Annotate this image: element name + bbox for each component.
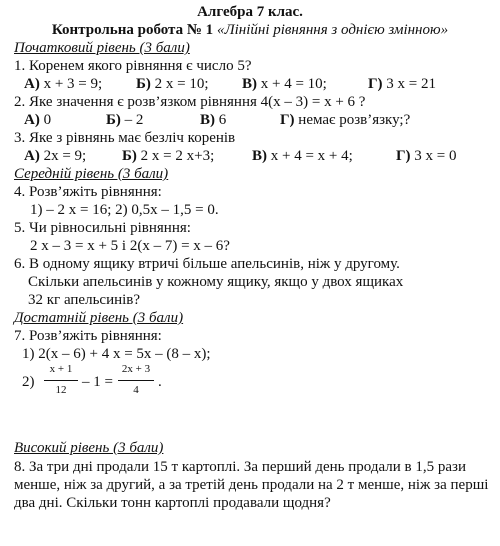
level4-heading: Високий рівень (3 бали) bbox=[14, 440, 164, 456]
q2-option-d bbox=[280, 112, 410, 129]
page-title: Алгебра 7 клас. bbox=[197, 4, 303, 20]
option-text: x + 4 = x + 4; bbox=[267, 148, 353, 164]
q5-text: 5. Чи рівносильні рівняння: bbox=[14, 220, 191, 236]
q3-options bbox=[14, 148, 494, 165]
q4-equations: 1) – 2 x = 16; 2) 0,5x – 1,5 = 0. bbox=[30, 202, 219, 218]
option-text: 2x = 9; bbox=[39, 148, 87, 164]
option-text: 3 x = 21 bbox=[382, 76, 437, 92]
q2-option-a bbox=[24, 112, 51, 129]
option-letter: Г) bbox=[396, 148, 411, 164]
q8-text: 8. За три дні продали 15 т картоплі. За перший день продали в 1,5 рази менше, ніж за другий, а за третій день продали на 2 т менше, ніж за перші два дні. Скільки тонн картоплі продавали щодня? bbox=[14, 459, 489, 511]
option-text: 0 bbox=[39, 112, 52, 128]
option-text: – 2 bbox=[120, 112, 144, 128]
q1-option-b bbox=[136, 76, 209, 93]
option-letter: Г) bbox=[280, 112, 295, 128]
option-text: немає розв’язку;? bbox=[294, 112, 411, 128]
option-letter: Б) bbox=[106, 112, 121, 128]
q2-text: 2. Яке значення є розв’язком рівняння 4(x – 3) = x + 6 ? bbox=[14, 94, 366, 110]
option-letter: Г) bbox=[368, 76, 383, 92]
option-text: 3 x = 0 bbox=[410, 148, 457, 164]
q7-eq2-middle: – 1 = bbox=[82, 374, 113, 390]
option-text: 2 x = 2 x+3; bbox=[136, 148, 215, 164]
q4-text: 4. Розв’яжіть рівняння: bbox=[14, 184, 162, 200]
fraction-2-denominator: 4 bbox=[133, 384, 139, 396]
q3-text: 3. Яке з рівнянь має безліч коренів bbox=[14, 130, 236, 146]
option-text: x + 4 = 10; bbox=[257, 76, 327, 92]
q7-text: 7. Розв’яжіть рівняння: bbox=[14, 328, 162, 344]
option-text: x + 3 = 9; bbox=[39, 76, 103, 92]
option-text: 6 bbox=[215, 112, 227, 128]
option-letter: А) bbox=[24, 76, 40, 92]
fraction-1-bar bbox=[44, 380, 78, 381]
q1-options bbox=[14, 76, 494, 93]
q1-text: 1. Коренем якого рівняння є число 5? bbox=[14, 58, 252, 74]
level3-heading: Достатній рівень (3 бали) bbox=[14, 310, 184, 326]
q2-option-b bbox=[106, 112, 143, 129]
option-letter: А) bbox=[24, 112, 40, 128]
option-text: 2 x = 10; bbox=[150, 76, 209, 92]
level2-heading: Середній рівень (3 бали) bbox=[14, 166, 169, 182]
q2-options bbox=[14, 112, 494, 129]
q7-equation-1: 1) 2(x – 6) + 4 x = 5x – (8 – x); bbox=[22, 346, 211, 362]
fraction-1-numerator: x + 1 bbox=[49, 363, 73, 375]
q3-option-b bbox=[122, 148, 214, 165]
q3-option-a bbox=[24, 148, 86, 165]
q1-option-d bbox=[368, 76, 436, 93]
option-letter: Б) bbox=[136, 76, 151, 92]
test-subtitle-bold: Контрольна робота № 1 bbox=[51, 22, 214, 38]
option-letter: В) bbox=[200, 112, 215, 128]
test-subtitle-topic: «Лінійні рівняння з однією змінною» bbox=[216, 22, 449, 38]
test-subtitle bbox=[0, 22, 500, 39]
fraction-2-bar bbox=[118, 380, 154, 381]
q6-line-1: 6. В одному ящику втричі більше апельсинів, ніж у другому. bbox=[14, 256, 400, 272]
option-letter: В) bbox=[252, 148, 267, 164]
q1-option-c bbox=[242, 76, 327, 93]
q2-option-c bbox=[200, 112, 226, 129]
fraction-1-denominator: 12 bbox=[55, 384, 67, 396]
q7-eq2-number: 2) bbox=[22, 374, 35, 390]
option-letter: Б) bbox=[122, 148, 137, 164]
fraction-2-numerator: 2x + 3 bbox=[121, 363, 151, 375]
option-letter: В) bbox=[242, 76, 257, 92]
q5-equations: 2 x – 3 = x + 5 і 2(x – 7) = x – 6? bbox=[30, 238, 230, 254]
level1-heading: Початковий рівень (3 бали) bbox=[14, 40, 190, 56]
q6-line-2: Скільки апельсинів у кожному ящику, якщо у двох ящиках bbox=[28, 274, 404, 290]
q3-option-c bbox=[252, 148, 353, 165]
q1-option-a bbox=[24, 76, 102, 93]
q3-option-d bbox=[396, 148, 457, 165]
q7-eq2-end: . bbox=[158, 374, 162, 390]
q6-line-3: 32 кг апельсинів? bbox=[28, 292, 141, 308]
option-letter: А) bbox=[24, 148, 40, 164]
